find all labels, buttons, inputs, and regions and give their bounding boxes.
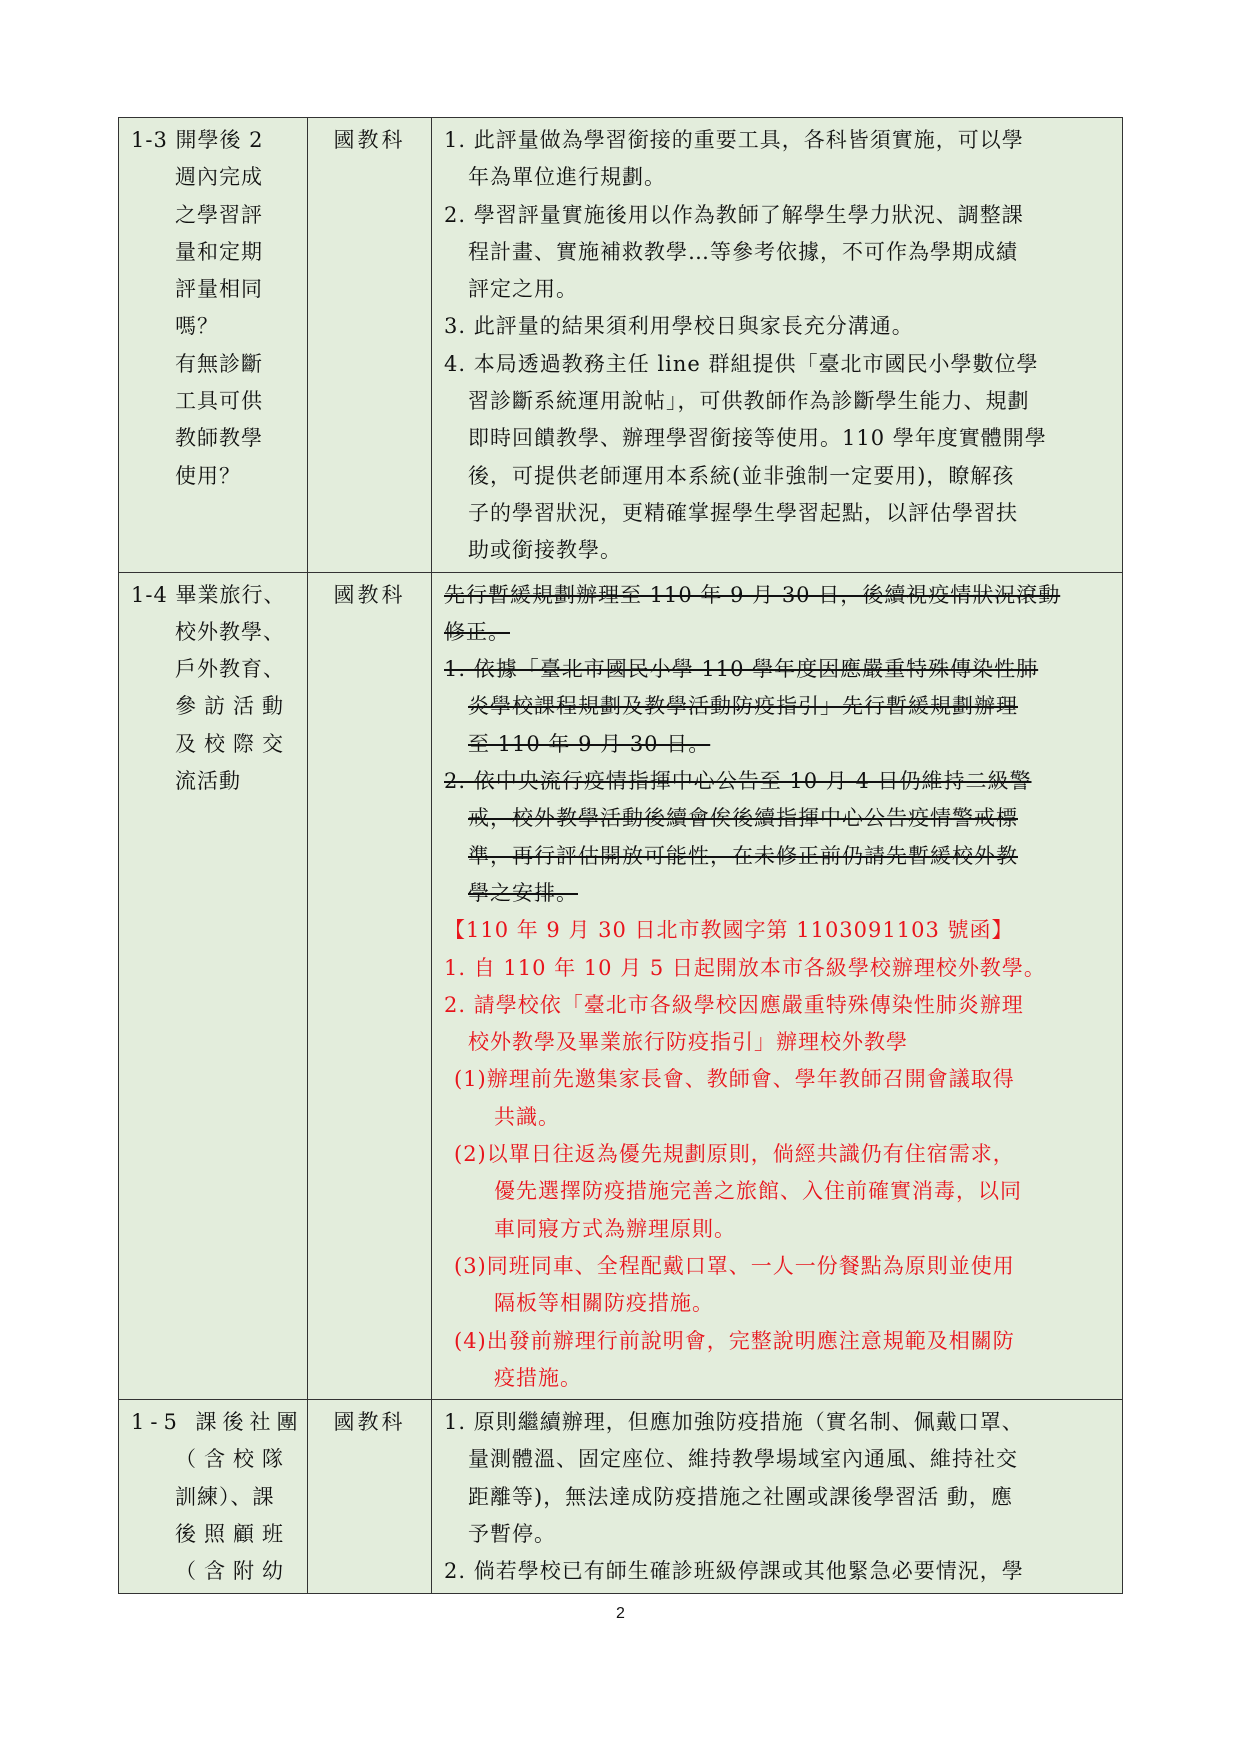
page-number: 2 <box>616 1605 625 1622</box>
question-line: 嗎？ <box>175 314 219 339</box>
answer-subitem: 共識。 <box>494 1104 560 1129</box>
answer-subitem: (3)同班同車、全程配戴口罩、一人一份餐點為原則並使用 <box>454 1253 1015 1278</box>
answer-line: 程計畫、實施補救教學…等參考依據，不可作為學期成績 <box>468 239 1018 264</box>
department-cell <box>308 1400 432 1593</box>
department-label: 國教科 <box>333 128 406 152</box>
answer-line: 1. 自 110 年 10 月 5 日起開放本市各級學校辦理校外教學。 <box>444 955 1046 980</box>
answer-subitem: 車同寢方式為辦理原則。 <box>494 1216 736 1241</box>
answer-line: 後，可提供老師運用本系統(並非強制一定要用)，瞭解孩 <box>468 463 1015 488</box>
answer-line: 年為單位進行規劃。 <box>468 165 666 190</box>
question-line: （含校隊 <box>175 1447 291 1472</box>
struck-answer-line: 戒，校外教學活動後續會俟後續指揮中心公告疫情警戒標 <box>468 806 1018 831</box>
answer-line: 1. 此評量做為學習銜接的重要工具，各科皆須實施，可以學 <box>444 128 1024 152</box>
question-line: 訓練）、課 <box>175 1484 275 1509</box>
answer-subitem: 優先選擇防疫措施完善之旅館、入住前確實消毒，以同 <box>494 1179 1022 1204</box>
question-line: 教師教學 <box>175 426 263 451</box>
question-line: 之學習評 <box>175 202 263 227</box>
struck-answer-line: 炎學校課程規劃及教學活動防疫指引」先行暫緩規劃辦理 <box>468 694 1018 719</box>
question-line: 量和定期 <box>175 239 263 264</box>
answer-line: 評定之用。 <box>468 277 578 302</box>
answer-cell <box>432 1400 1123 1593</box>
question-line: 週內完成 <box>175 165 263 190</box>
question-line: 及校際交 <box>175 731 291 756</box>
question-cell <box>119 1400 308 1593</box>
faq-table <box>118 117 1123 1594</box>
question-line: 校外教學、 <box>175 619 285 644</box>
answer-line: 子的學習狀況，更精確掌握學生學習起點，以評估學習扶 <box>468 500 1018 525</box>
answer-line: 3. 此評量的結果須利用學校日與家長充分溝通。 <box>444 314 914 339</box>
answer-line: 2. 學習評量實施後用以作為教師了解學生學力狀況、調整課 <box>444 202 1024 227</box>
question-line: 後照顧班 <box>175 1521 291 1546</box>
answer-cell <box>432 118 1123 573</box>
answer-subitem: (2)以單日往返為優先規劃原則，倘經共識仍有住宿需求， <box>454 1142 1015 1167</box>
department-cell <box>308 118 432 573</box>
answer-line: 助或銜接教學。 <box>468 538 622 563</box>
question-line: 1-4 畢業旅行、 <box>131 582 286 607</box>
answer-subitem: (1)辦理前先邀集家長會、教師會、學年教師召開會議取得 <box>454 1067 1015 1092</box>
struck-answer-line: 修正。 <box>444 619 510 644</box>
struck-answer-line: 2. 依中央流行疫情指揮中心公告至 10 月 4 日仍維持二級警 <box>444 769 1032 794</box>
answer-line: 予暫停。 <box>468 1521 556 1546</box>
answer-line: 習診斷系統運用說帖」，可供教師作為診斷學生能力、規劃 <box>468 389 1030 414</box>
answer-line: 2. 請學校依「臺北市各級學校因應嚴重特殊傳染性肺炎辦理 <box>444 992 1024 1017</box>
answer-line: 2. 倘若學校已有師生確診班級停課或其他緊急必要情況，學 <box>444 1559 1024 1584</box>
question-cell <box>119 118 308 573</box>
answer-line: 量測體溫、固定座位、維持教學場域室內通風、維持社交 <box>468 1447 1018 1472</box>
struck-answer-line: 1. 依據「臺北市國民小學 110 學年度因應嚴重特殊傳染性肺 <box>444 657 1039 682</box>
answer-line: 校外教學及畢業旅行防疫指引」辦理校外教學 <box>468 1030 908 1055</box>
question-line: 1-5 課後社團 <box>131 1410 304 1435</box>
answer-subitem: 隔板等相關防疫措施。 <box>494 1291 714 1316</box>
department-label: 國教科 <box>333 1410 406 1435</box>
answer-cell <box>432 572 1123 1400</box>
table-row <box>119 572 1123 1400</box>
question-cell <box>119 572 308 1400</box>
struck-answer-line <box>444 875 1118 912</box>
question-line: 參訪活動 <box>175 694 291 719</box>
struck-answer-line: 先行暫緩規劃辦理至 110 年 9 月 30 日，後續視疫情狀況滾動 <box>444 582 1061 607</box>
department-label: 國教科 <box>333 582 406 607</box>
department-cell <box>308 572 432 1400</box>
question-line: 使用？ <box>175 463 241 488</box>
table-row <box>119 118 1123 573</box>
answer-line: 4. 本局透過教務主任 line 群組提供「臺北市國民小學數位學 <box>444 351 1039 376</box>
question-line: 有無診斷 <box>175 351 263 376</box>
question-line: 流活動 <box>175 769 241 794</box>
question-line: 工具可供 <box>175 389 263 414</box>
answer-line: 1. 原則繼續辦理，但應加強防疫措施（實名制、佩戴口罩、 <box>444 1410 1024 1435</box>
question-line: 評量相同 <box>175 277 263 302</box>
question-line: 1-3 開學後 2 <box>131 128 264 152</box>
struck-answer-line <box>444 726 1118 763</box>
answer-subitem: (4)出發前辦理行前說明會，完整說明應注意規範及相關防 <box>454 1328 1015 1353</box>
table-row <box>119 1400 1123 1593</box>
question-line: 戶外教育、 <box>175 657 285 682</box>
answer-line: 距離等)，無法達成防疫措施之社團或課後學習活 動，應 <box>468 1484 1013 1509</box>
answer-subitem: 疫措施。 <box>494 1365 582 1390</box>
struck-answer-line: 準，再行評估開放可能性，在未修正前仍請先暫緩校外教 <box>468 843 1018 868</box>
struck-text: 至 110 年 9 月 30 日。 <box>468 731 711 756</box>
struck-text: 學之安排。 <box>468 880 578 905</box>
answer-line: 即時回饋教學、辦理學習銜接等使用。110 學年度實體開學 <box>468 426 1047 451</box>
notice-reference: 【110 年 9 月 30 日北市教國字第 1103091103 號函】 <box>444 918 1014 943</box>
question-line: （含附幼 <box>175 1559 291 1584</box>
